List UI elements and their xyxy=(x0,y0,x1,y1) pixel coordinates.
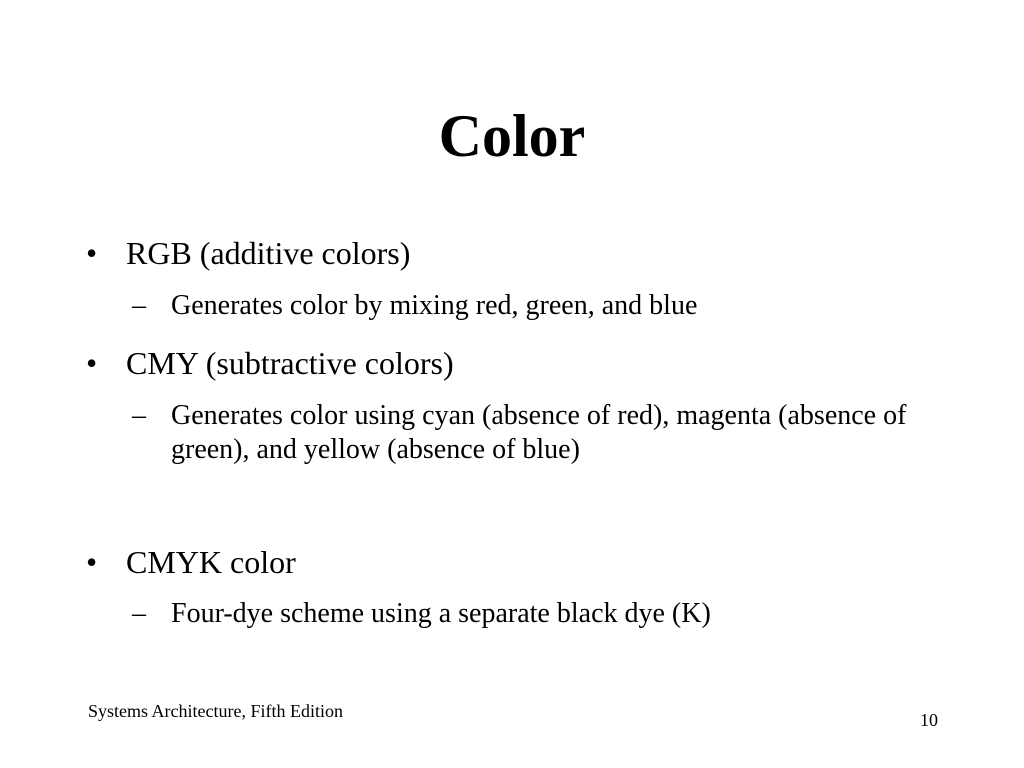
sub-bullet-text: Four-dye scheme using a separate black dye (K) xyxy=(171,598,711,629)
bullet-text: CMYK color xyxy=(126,544,296,580)
bullet-item-rgb xyxy=(86,234,946,273)
sub-bullet-rgb xyxy=(132,289,922,323)
sub-bullet-text: Generates color using cyan (absence of red), magenta (absence of green), and yellow (absence of blue) xyxy=(171,400,907,466)
bullet-item-cmyk xyxy=(86,543,946,582)
sub-bullet-cmy xyxy=(132,399,922,467)
footer-source: Systems Architecture, Fifth Edition xyxy=(88,701,343,721)
bullet-marker: • xyxy=(86,544,98,580)
dash-marker: – xyxy=(132,400,146,431)
page-number: 10 xyxy=(920,710,938,730)
bullet-text: RGB (additive colors) xyxy=(126,235,411,271)
bullet-text: CMY (subtractive colors) xyxy=(126,345,454,381)
sub-bullet-cmyk xyxy=(132,597,922,631)
sub-bullet-text: Generates color by mixing red, green, and blue xyxy=(171,290,698,321)
dash-marker: – xyxy=(132,290,146,321)
bullet-item-cmy xyxy=(86,344,946,383)
bullet-marker: • xyxy=(86,345,98,381)
dash-marker: – xyxy=(132,598,146,629)
bullet-marker: • xyxy=(86,235,98,271)
slide-title: Color xyxy=(438,103,586,169)
